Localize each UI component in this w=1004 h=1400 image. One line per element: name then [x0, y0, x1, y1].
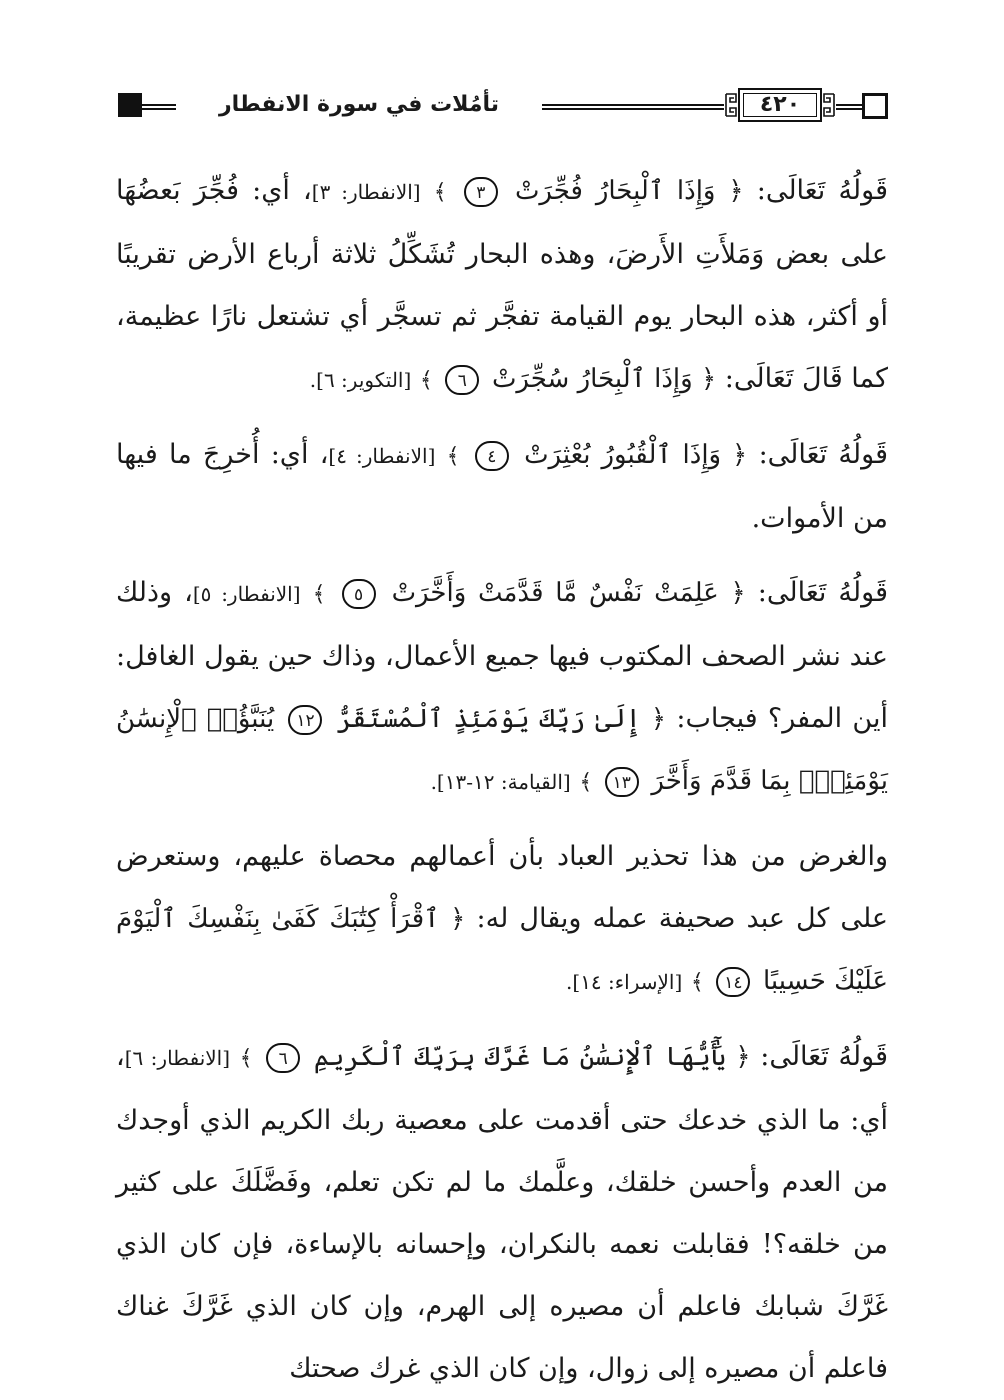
quran-verse: ﴿ إِلَىٰ رَبِّكَ يَوْمَئِذٍ ٱلْمُسْتَقَرُّ: [336, 704, 667, 734]
quran-verse: ﴿ وَإِذَا ٱلْبِحَارُ فُجِّرَتْ: [514, 176, 744, 206]
header-square-ornament-right: [862, 93, 888, 119]
knot-ornament-left-icon: [724, 90, 738, 120]
quran-close-bracket: ﴾: [419, 368, 433, 393]
text-segment: قَولُهُ تَعَالَى:: [758, 439, 888, 470]
verse-reference: [التكوير: ٦].: [309, 368, 412, 392]
quran-verse: ﴿ وَإِذَا ٱلْبِحَارُ سُجِّرَتْ: [491, 364, 717, 394]
text-segment: ، أي: ما الذي خدعك حتى أقدمت على معصية ربك الكريم الذي أوجدك من العدم وأحسن خلقك، وعلَّمك ما لم تكن تعلم، وفَضَّلَكَ على كثير من خلقه؟! فقابلت نعمه بالنكران، وإحسانه بالإساءة، فإن كان الذي غَرَّكَ شبابك فاعلم أن مصيره إلى الهرم، وإن كان الذي غَرَّكَ غناك فاعلم أن مصيره إلى زوال، وإن كان الذي غرك صحتك: [116, 1041, 888, 1384]
page-body: [116, 160, 888, 1400]
page-number-cartouche: [724, 84, 836, 126]
paragraph-1: [116, 160, 888, 412]
quran-close-bracket: ﴾: [446, 444, 460, 469]
header-square-ornament-left: [118, 93, 142, 117]
verse-reference: [القيامة: ١٢-١٣].: [430, 770, 571, 794]
text-segment: قَولُهُ تَعَالَى:: [760, 1041, 888, 1072]
quran-verse: ﴿ عَلِمَتْ نَفْسٌ مَّا قَدَّمَتْ وَأَخَّرَتْ: [391, 578, 746, 608]
header-rule-left: [142, 104, 176, 110]
text-segment: ، أي: أُخرِجَ ما فيها من الأموات.: [116, 439, 888, 534]
quran-close-bracket: ﴾: [433, 180, 447, 205]
header-rule-middle: [542, 104, 724, 110]
page-number: ٤٢٠: [759, 92, 801, 117]
ayah-number-marker: ٦: [266, 1043, 300, 1073]
paragraph-3: [116, 562, 888, 814]
quran-verse: ﴿ وَإِذَا ٱلْقُبُورُ بُعْثِرَتْ: [524, 440, 748, 470]
ayah-number-marker: ٦: [445, 365, 479, 395]
verse-reference: [الانفطار: ٦]: [124, 1046, 231, 1070]
running-header: [118, 84, 888, 128]
quran-verse: ﴿ يَٰٓأَيُّهَا ٱلْإِنسَٰنُ مَا غَرَّكَ بِرَبِّكَ ٱلْكَرِيمِ: [313, 1042, 751, 1072]
text-segment: قَولُهُ تَعَالَى:: [756, 175, 889, 206]
header-rule-right: [836, 104, 862, 110]
text-segment: والغرض من هذا تحذير العباد بأن أعمالهم محصاة عليهم، وستعرض على كل عبد صحيفة عمله ويقال له:: [116, 841, 888, 934]
paragraph-4: [116, 826, 888, 1014]
book-title: تأمُلات في سورة الانفطار: [176, 88, 542, 122]
quran-verse: يُنَبَّؤُا۟ ٱلْإِنسَٰنُ يَوْمَئِذٍۭ بِمَا قَدَّمَ وَأَخَّرَ: [116, 704, 888, 796]
text-segment: ، أي: فُجِّرَ بَعضُهَا على بعض وَمَلأَتِ الأَرضَ، وهذه البحار تُشَكِّلُ ثلاثة أرباع الأرض تقريبًا أو أكثر، هذه البحار يوم القيامة تفجَّر ثم تسجَّر أي تشتعل نارًا عظيمة، كما قَالَ تَعَالَى:: [116, 175, 888, 394]
text-segment: ، وذلك عند نشر الصحف المكتوب فيها جميع الأعمال، وذاك حين يقول الغافل: أين المفر؟ فيجاب:: [116, 577, 888, 734]
ayah-number-marker: ٥: [342, 579, 376, 609]
verse-reference: [الإسراء: ١٤].: [566, 970, 683, 994]
text-segment: قَولُهُ تَعَالَى:: [757, 577, 888, 608]
quran-close-bracket: ﴾: [690, 970, 704, 995]
quran-close-bracket: ﴾: [579, 770, 593, 795]
paragraph-2: [116, 424, 888, 550]
ayah-number-marker: ٣: [464, 177, 498, 207]
verse-reference: [الانفطار: ٥]: [192, 582, 301, 606]
quran-close-bracket: ﴾: [312, 582, 326, 607]
ayah-number-marker: ١٢: [288, 705, 322, 735]
verse-reference: [الانفطار: ٤]: [328, 444, 436, 468]
quran-verse: ﴿ ٱقْرَأْ كِتَٰبَكَ كَفَىٰ بِنَفْسِكَ ٱلْيَوْمَ عَلَيْكَ حَسِيبًا: [116, 904, 888, 996]
knot-ornament-right-icon: [822, 90, 836, 120]
ayah-number-marker: ٤: [475, 441, 509, 471]
ayah-number-marker: ١٤: [716, 967, 750, 997]
ayah-number-marker: ١٣: [605, 767, 639, 797]
paragraph-5: [116, 1026, 888, 1400]
quran-close-bracket: ﴾: [239, 1046, 253, 1071]
verse-reference: [الانفطار: ٣]: [311, 180, 421, 204]
